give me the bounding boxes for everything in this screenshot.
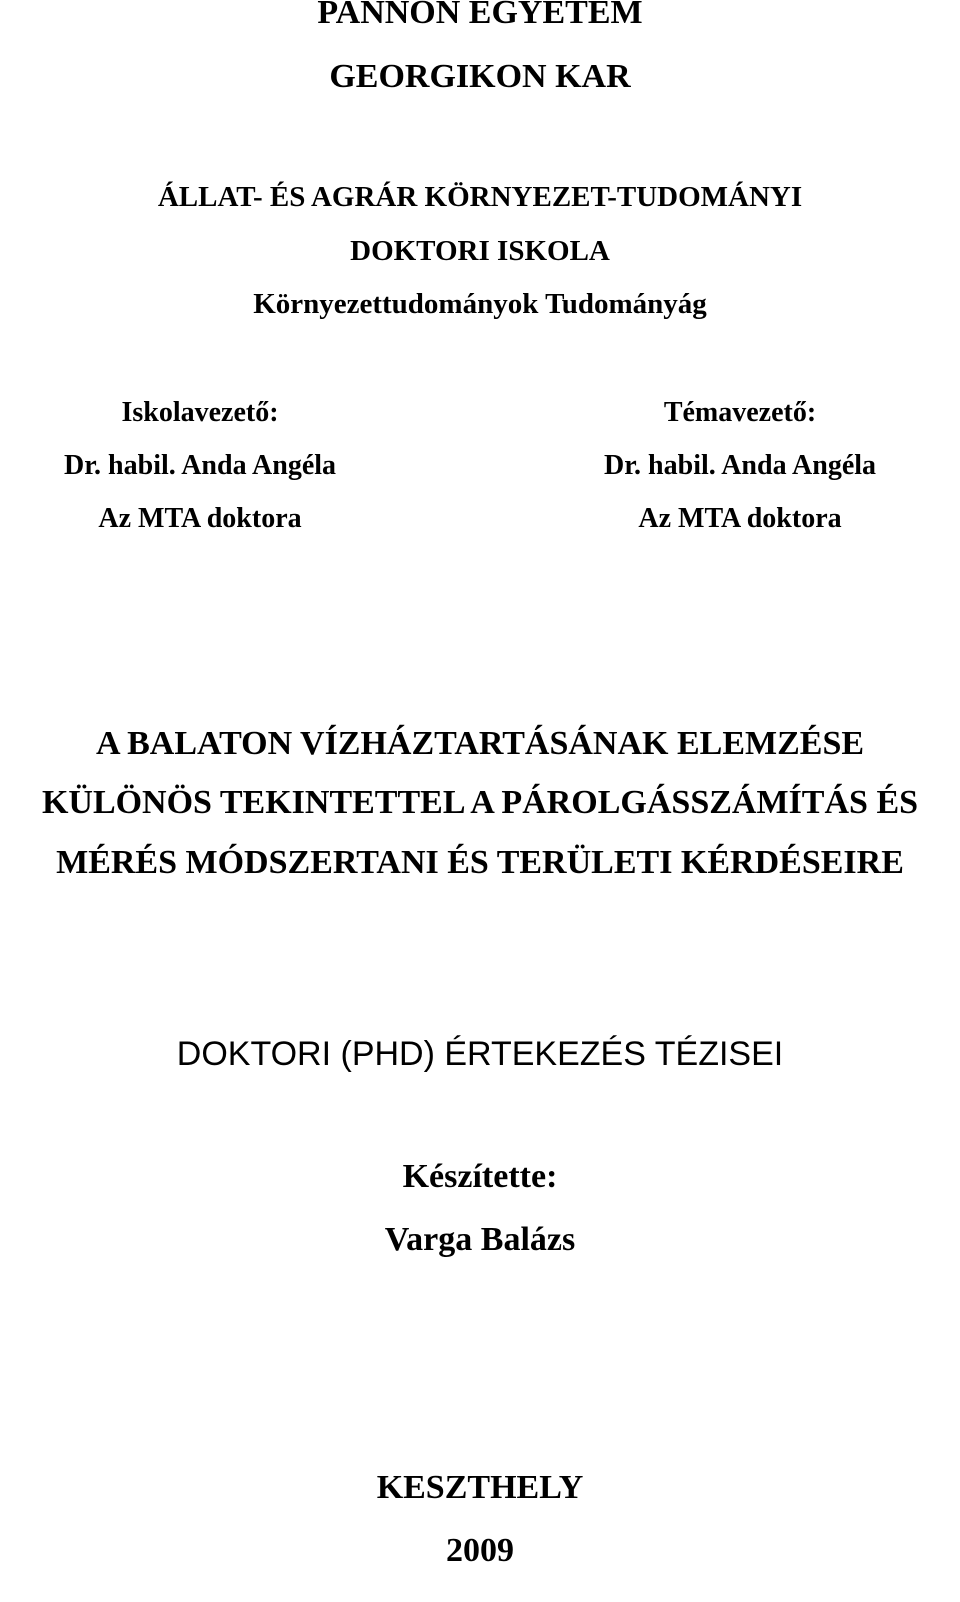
doctoral-school-line1: ÁLLAT- ÉS AGRÁR KÖRNYEZET-TUDOMÁNYI [157, 181, 803, 213]
faculty-name: GEORGIKON KAR [329, 58, 631, 95]
thesis-title-line1: A BALATON VÍZHÁZTARTÁSÁNAK ELEMZÉSE [95, 725, 865, 762]
doctoral-school-line2: DOKTORI ISKOLA [350, 235, 610, 267]
school-leader-name: Dr. habil. Anda Angéla [63, 450, 337, 481]
year: 2009 [446, 1532, 514, 1569]
university-name: PANNON EGYETEM [317, 0, 643, 31]
city: KESZTHELY [376, 1469, 584, 1506]
thesis-type: DOKTORI (PHD) ÉRTEKEZÉS TÉZISEI [176, 1035, 784, 1073]
thesis-title-line2: KÜLÖNÖS TEKINTETTEL A PÁROLGÁSSZÁMÍTÁS ÉS [41, 784, 919, 821]
supervisor-role: Témavezető: [663, 397, 817, 428]
thesis-title-line3: MÉRÉS MÓDSZERTANI ÉS TERÜLETI KÉRDÉSEIRE [56, 844, 904, 881]
discipline: Környezettudományok Tudományág [253, 288, 707, 320]
school-leader-title: Az MTA doktora [98, 503, 302, 534]
supervisor-name: Dr. habil. Anda Angéla [603, 450, 877, 481]
supervisor-title: Az MTA doktora [638, 503, 842, 534]
author-name: Varga Balázs [384, 1221, 576, 1258]
school-leader-role: Iskolavezető: [121, 397, 279, 428]
author-label: Készítette: [402, 1158, 558, 1195]
